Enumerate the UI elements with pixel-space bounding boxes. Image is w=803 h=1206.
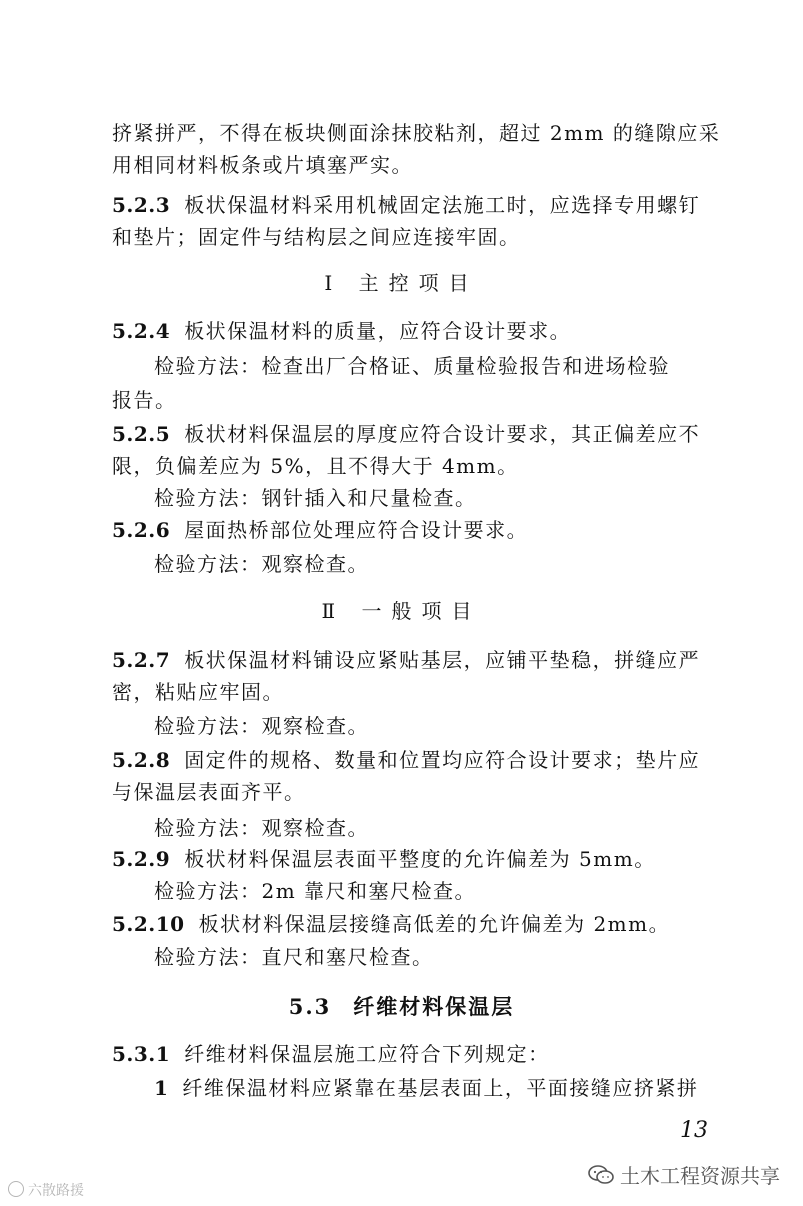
text-line: 和垫片；固定件与结构层之间应连接牢固。 bbox=[112, 225, 521, 249]
clause-5-2-3: 5.2.3 板状保温材料采用机械固定法施工时，应选择专用螺钉 bbox=[112, 193, 701, 217]
inspection-method: 检验方法：钢针插入和尺量检查。 bbox=[154, 486, 477, 510]
inspection-method: 检验方法：观察检查。 bbox=[154, 552, 369, 576]
watermark-right: 土木工程资源共享 bbox=[588, 1160, 780, 1189]
text-line: 用相同材料板条或片填塞严实。 bbox=[112, 153, 413, 177]
clause-5-2-8: 5.2.8 固定件的规格、数量和位置均应符合设计要求；垫片应 bbox=[112, 748, 701, 772]
inspection-method: 检验方法：直尺和塞尺检查。 bbox=[154, 945, 434, 969]
heading-general-items: Ⅱ 一般项目 bbox=[321, 599, 482, 623]
clause-5-2-6: 5.2.6 屋面热桥部位处理应符合设计要求。 bbox=[112, 518, 529, 542]
clause-number: 5.3.1 bbox=[112, 1042, 171, 1066]
inspection-method: 检验方法：观察检查。 bbox=[154, 714, 369, 738]
text-line: 密，粘贴应牢固。 bbox=[112, 680, 284, 704]
inspection-method: 检验方法：2m 靠尺和塞尺检查。 bbox=[154, 879, 477, 903]
clause-number: 5.2.10 bbox=[112, 912, 185, 936]
clause-number: 5.2.3 bbox=[112, 193, 171, 217]
list-item-1: 1 纤维保温材料应紧靠在基层表面上，平面接缝应挤紧拼 bbox=[154, 1076, 699, 1100]
text-line: 报告。 bbox=[112, 388, 177, 412]
item-number: 1 bbox=[154, 1076, 169, 1100]
clause-5-3-1: 5.3.1 纤维材料保温层施工应符合下列规定： bbox=[112, 1042, 550, 1066]
section-5-3-title: 5.3 纤维材料保温层 bbox=[288, 994, 515, 1019]
text-line: 挤紧拼严，不得在板块侧面涂抹胶粘剂，超过 2mm 的缝隙应采 bbox=[112, 121, 721, 145]
clause-number: 5.2.9 bbox=[112, 847, 171, 871]
text-line: 与保温层表面齐平。 bbox=[112, 780, 306, 804]
clause-number: 5.2.8 bbox=[112, 748, 171, 772]
watermark-left: 六散路援 bbox=[8, 1180, 84, 1200]
text-line: 限，负偏差应为 5%，且不得大于 4mm。 bbox=[112, 454, 519, 478]
inspection-method: 检验方法：检查出厂合格证、质量检验报告和进场检验 bbox=[154, 354, 670, 378]
clause-number: 5.2.6 bbox=[112, 518, 171, 542]
clause-number: 5.2.5 bbox=[112, 422, 171, 446]
heading-main-items: Ⅰ 主控项目 bbox=[324, 271, 479, 295]
clause-5-2-5: 5.2.5 板状材料保温层的厚度应符合设计要求，其正偏差应不 bbox=[112, 422, 701, 446]
watermark-logo-icon bbox=[8, 1181, 24, 1197]
clause-5-2-4: 5.2.4 板状保温材料的质量，应符合设计要求。 bbox=[112, 319, 572, 343]
clause-5-2-9: 5.2.9 板状材料保温层表面平整度的允许偏差为 5mm。 bbox=[112, 847, 656, 871]
wechat-icon bbox=[588, 1165, 614, 1185]
inspection-method: 检验方法：观察检查。 bbox=[154, 816, 369, 840]
clause-5-2-7: 5.2.7 板状保温材料铺设应紧贴基层，应铺平垫稳，拼缝应严 bbox=[112, 648, 701, 672]
clause-5-2-10: 5.2.10 板状材料保温层接缝高低差的允许偏差为 2mm。 bbox=[112, 912, 671, 936]
page-number: 13 bbox=[680, 1118, 708, 1143]
clause-number: 5.2.4 bbox=[112, 319, 171, 343]
clause-number: 5.2.7 bbox=[112, 648, 171, 672]
